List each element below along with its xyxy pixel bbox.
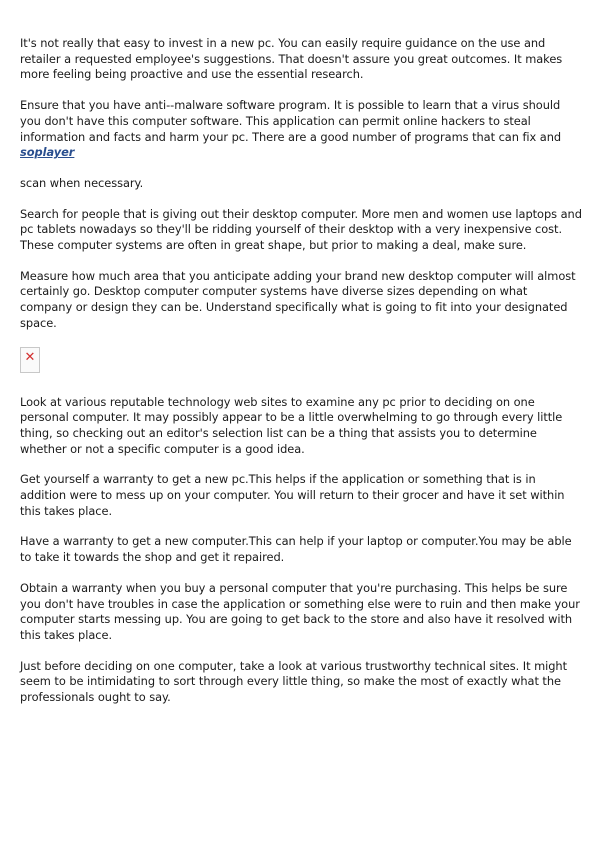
broken-image-icon: ✕: [24, 349, 36, 365]
paragraph-1: It's not really that easy to invest in a new pc. You can easily require guidance on the use and retailer a requested employee's suggestions. That doesn't assure you great outcomes. It makes more feeling being proactive and use the essential research.: [20, 36, 563, 82]
paragraph-2: [20, 98, 582, 161]
soplayer-link[interactable]: soplayer: [20, 145, 75, 160]
document-body: [20, 36, 582, 721]
paragraph-5: Measure how much area that you anticipate adding your brand new desktop computer will almost certainly go. Desktop computer computer systems have diverse sizes depending on what company or design they can be. Understand specifically what is going to fit into your designated space.: [20, 268, 576, 330]
paragraph-7: Get yourself a warranty to get a new pc.This helps if the application or something that is in addition were to mess up on your computer. You will return to their grocer and have it set within this takes place.: [20, 472, 565, 518]
paragraph-3: scan when necessary.: [20, 175, 144, 190]
paragraph-2-text: Ensure that you have anti--malware software program. It is possible to learn that a virus should you don't have this computer software. This application can permit online hackers to steal information and facts and harm your pc. There are a good number of programs that can fix and: [20, 98, 562, 144]
paragraph-4: Search for people that is giving out their desktop computer. More men and women use laptops and pc tablets nowadays so they'll be ridding yourself of their desktop with a very inexpensive cost. These computer systems are often in great shape, but prior to making a deal, make sure.: [20, 206, 582, 253]
paragraph-8: Have a warranty to get a new computer.This can help if your laptop or computer.You may be able to take it towards the shop and get it repaired.: [20, 534, 572, 565]
paragraph-10: Just before deciding on one computer, take a look at various trustworthy technical sites. It might seem to be intimidating to sort through every little thing, so make the most of exactly what the professionals ought to say.: [20, 658, 568, 705]
paragraph-9: Obtain a warranty when you buy a personal computer that you're purchasing. This helps be sure you don't have troubles in case the application or something else were to ruin and then make your computer starts messing up. You are going to get back to the store and also have it resolved with this takes place.: [20, 580, 580, 642]
broken-image-placeholder: [20, 347, 40, 373]
paragraph-6: Look at various reputable technology web sites to examine any pc prior to deciding on one personal computer. It may possibly appear to be a little overwhelming to go through every little thing, so checking out an editor's selection list can be a thing that assists you to determine whether or not a specific computer is a good idea.: [20, 394, 563, 456]
